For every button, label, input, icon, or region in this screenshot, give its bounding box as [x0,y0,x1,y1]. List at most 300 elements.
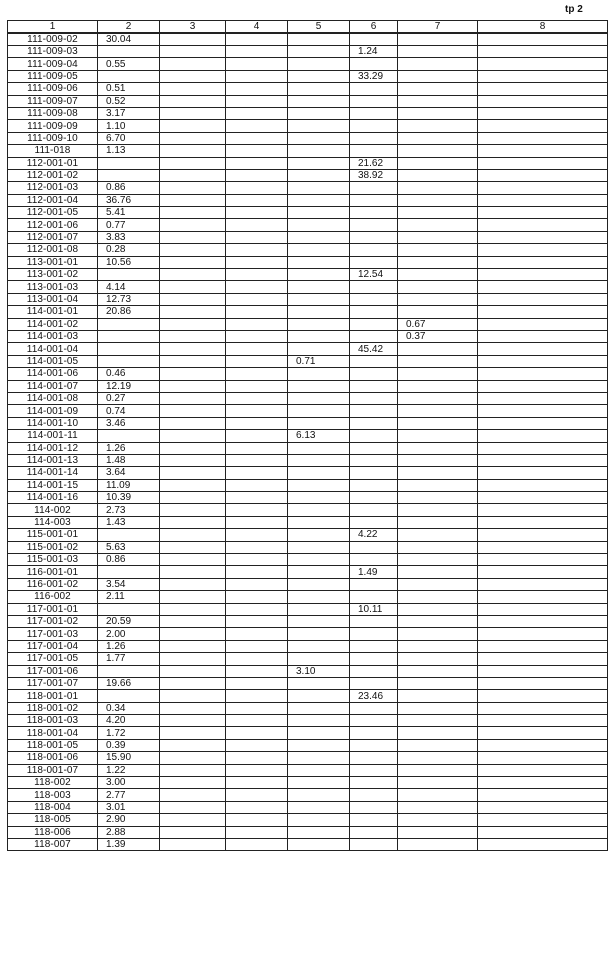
value-cell [288,120,350,132]
table-row [8,392,608,404]
value-cell: 0.34 [98,702,160,714]
value-cell [350,417,398,429]
value-cell [288,194,350,206]
value-cell [288,343,350,355]
value-cell [160,665,226,677]
value-cell [478,405,608,417]
table-row [8,182,608,194]
value-cell [398,83,478,95]
row-code-cell: 111-009-06 [8,83,98,95]
table-row [8,628,608,640]
value-cell: 3.17 [98,107,160,119]
row-code-cell: 112-001-08 [8,244,98,256]
value-cell [160,454,226,466]
value-cell [288,739,350,751]
value-cell [350,777,398,789]
value-cell [478,95,608,107]
value-cell [398,107,478,119]
value-cell: 1.43 [98,516,160,528]
value-cell: 1.13 [98,145,160,157]
value-cell [226,269,288,281]
value-cell [226,442,288,454]
value-cell [98,355,160,367]
value-cell [478,83,608,95]
row-code-cell: 114-001-10 [8,417,98,429]
value-cell [398,628,478,640]
value-cell [398,157,478,169]
value-cell: 33.29 [350,70,398,82]
value-cell [226,417,288,429]
value-cell [160,516,226,528]
value-cell [350,554,398,566]
value-cell [288,83,350,95]
value-cell: 2.90 [98,814,160,826]
value-cell [350,107,398,119]
value-cell [226,405,288,417]
value-cell [478,417,608,429]
column-header: 7 [398,21,478,34]
value-cell [350,839,398,851]
value-cell: 30.04 [98,33,160,46]
value-cell [288,578,350,590]
value-cell [350,752,398,764]
table-row [8,566,608,578]
value-cell [288,107,350,119]
table-row [8,83,608,95]
value-cell [398,343,478,355]
value-cell [288,715,350,727]
value-cell [350,727,398,739]
value-cell [478,554,608,566]
value-cell [226,727,288,739]
value-cell [398,702,478,714]
value-cell [398,194,478,206]
value-cell [160,727,226,739]
value-cell [478,157,608,169]
value-cell [350,368,398,380]
value-cell [288,244,350,256]
value-cell [398,169,478,181]
value-cell [160,256,226,268]
value-cell [398,467,478,479]
header-row [8,21,608,34]
value-cell [226,430,288,442]
table-row [8,430,608,442]
value-cell [160,566,226,578]
value-cell: 3.83 [98,231,160,243]
value-cell [478,120,608,132]
value-cell [226,169,288,181]
value-cell [160,615,226,627]
value-cell [160,318,226,330]
value-cell [350,801,398,813]
row-code-cell: 118-001-06 [8,752,98,764]
value-cell [478,702,608,714]
value-cell [398,430,478,442]
row-code-cell: 117-001-03 [8,628,98,640]
value-cell [288,33,350,46]
value-cell [398,826,478,838]
column-header: 5 [288,21,350,34]
value-cell [160,677,226,689]
value-cell [288,566,350,578]
value-cell [478,467,608,479]
value-cell [288,219,350,231]
value-cell [398,690,478,702]
table-row [8,95,608,107]
value-cell [226,777,288,789]
row-code-cell: 111-009-10 [8,132,98,144]
value-cell [398,293,478,305]
column-header: 2 [98,21,160,34]
value-cell [160,739,226,751]
value-cell [160,764,226,776]
value-cell [478,269,608,281]
value-cell [160,492,226,504]
table-row [8,690,608,702]
value-cell [98,269,160,281]
value-cell [160,814,226,826]
value-cell [288,764,350,776]
value-cell [160,120,226,132]
value-cell [478,764,608,776]
value-cell: 4.22 [350,529,398,541]
value-cell [98,169,160,181]
value-cell [226,591,288,603]
value-cell [288,70,350,82]
value-cell [160,702,226,714]
value-cell [288,269,350,281]
row-code-cell: 112-001-05 [8,207,98,219]
value-cell [478,653,608,665]
value-cell [160,132,226,144]
value-cell [350,826,398,838]
ledger-table [7,20,608,851]
value-cell [226,628,288,640]
value-cell [226,145,288,157]
row-code-cell: 115-001-01 [8,529,98,541]
value-cell [350,207,398,219]
value-cell [478,293,608,305]
row-code-cell: 117-001-04 [8,640,98,652]
value-cell [478,739,608,751]
value-cell [398,355,478,367]
value-cell [478,727,608,739]
value-cell [226,653,288,665]
row-code-cell: 112-001-04 [8,194,98,206]
value-cell [226,640,288,652]
table-row [8,405,608,417]
value-cell [160,554,226,566]
value-cell [160,330,226,342]
value-cell [478,442,608,454]
value-cell [160,107,226,119]
value-cell [288,541,350,553]
value-cell [160,578,226,590]
value-cell: 0.37 [398,330,478,342]
value-cell [478,566,608,578]
value-cell [350,504,398,516]
value-cell: 2.73 [98,504,160,516]
row-code-cell: 115-001-03 [8,554,98,566]
value-cell [478,541,608,553]
value-cell [478,107,608,119]
row-code-cell: 117-001-06 [8,665,98,677]
table-body [8,33,608,851]
row-code-cell: 112-001-03 [8,182,98,194]
row-code-cell: 112-001-01 [8,157,98,169]
table-row [8,442,608,454]
value-cell [350,653,398,665]
value-cell [160,628,226,640]
value-cell [160,269,226,281]
value-cell [288,95,350,107]
table-row [8,417,608,429]
value-cell [160,343,226,355]
value-cell: 20.86 [98,306,160,318]
value-cell [288,801,350,813]
value-cell [478,492,608,504]
row-code-cell: 113-001-01 [8,256,98,268]
table-row [8,58,608,70]
row-code-cell: 112-001-02 [8,169,98,181]
value-cell [288,368,350,380]
value-cell [226,814,288,826]
value-cell [288,554,350,566]
value-cell [226,516,288,528]
value-cell [398,442,478,454]
value-cell [226,182,288,194]
row-code-cell: 118-001-04 [8,727,98,739]
value-cell: 0.86 [98,182,160,194]
value-cell [398,777,478,789]
value-cell [288,157,350,169]
value-cell [226,467,288,479]
value-cell [350,95,398,107]
value-cell [398,839,478,851]
value-cell [398,454,478,466]
value-cell [226,157,288,169]
value-cell [478,70,608,82]
value-cell [226,752,288,764]
value-cell: 38.92 [350,169,398,181]
table-row [8,777,608,789]
value-cell [288,454,350,466]
value-cell [350,194,398,206]
value-cell [226,330,288,342]
value-cell [288,826,350,838]
value-cell [98,665,160,677]
value-cell [160,355,226,367]
row-code-cell: 111-009-02 [8,33,98,46]
value-cell [288,516,350,528]
value-cell [398,368,478,380]
value-cell [288,318,350,330]
page-label: tp 2 [565,4,583,15]
value-cell [288,504,350,516]
value-cell: 2.11 [98,591,160,603]
row-code-cell: 114-001-16 [8,492,98,504]
value-cell [160,752,226,764]
value-cell [160,281,226,293]
table-row [8,454,608,466]
value-cell: 3.54 [98,578,160,590]
value-cell [288,380,350,392]
value-cell [398,306,478,318]
row-code-cell: 111-009-07 [8,95,98,107]
row-code-cell: 116-002 [8,591,98,603]
value-cell [350,281,398,293]
value-cell [350,677,398,689]
row-code-cell: 114-003 [8,516,98,528]
value-cell: 1.24 [350,46,398,58]
value-cell [398,640,478,652]
value-cell [160,380,226,392]
table-row [8,120,608,132]
row-code-cell: 118-006 [8,826,98,838]
value-cell [398,95,478,107]
row-code-cell: 114-001-08 [8,392,98,404]
value-cell [398,132,478,144]
value-cell [478,454,608,466]
value-cell [98,343,160,355]
value-cell [350,492,398,504]
value-cell [226,492,288,504]
value-cell [288,442,350,454]
row-code-cell: 114-001-15 [8,479,98,491]
value-cell [350,355,398,367]
value-cell [398,665,478,677]
value-cell [398,615,478,627]
row-code-cell: 114-001-13 [8,454,98,466]
value-cell: 0.77 [98,219,160,231]
value-cell [98,330,160,342]
value-cell [160,789,226,801]
value-cell: 0.27 [98,392,160,404]
value-cell [288,330,350,342]
row-code-cell: 112-001-06 [8,219,98,231]
value-cell: 0.71 [288,355,350,367]
value-cell [478,194,608,206]
value-cell [398,479,478,491]
value-cell [226,107,288,119]
value-cell: 36.76 [98,194,160,206]
value-cell [478,430,608,442]
table-row [8,529,608,541]
column-header: 8 [478,21,608,34]
value-cell [478,355,608,367]
value-cell [226,83,288,95]
value-cell: 12.54 [350,269,398,281]
value-cell [226,293,288,305]
value-cell [226,120,288,132]
value-cell: 11.09 [98,479,160,491]
value-cell [288,727,350,739]
value-cell [478,628,608,640]
value-cell [350,182,398,194]
row-code-cell: 114-001-04 [8,343,98,355]
value-cell [478,516,608,528]
value-cell [350,306,398,318]
row-code-cell: 114-001-11 [8,430,98,442]
value-cell [226,95,288,107]
value-cell [226,479,288,491]
row-code-cell: 114-001-09 [8,405,98,417]
value-cell [160,405,226,417]
row-code-cell: 111-009-05 [8,70,98,82]
value-cell [226,46,288,58]
value-cell [288,405,350,417]
value-cell [398,58,478,70]
value-cell [350,764,398,776]
row-code-cell: 118-001-07 [8,764,98,776]
value-cell [160,33,226,46]
value-cell [398,405,478,417]
value-cell [288,814,350,826]
value-cell [288,182,350,194]
value-cell [226,690,288,702]
value-cell [226,715,288,727]
value-cell [288,640,350,652]
table-row [8,343,608,355]
value-cell: 3.00 [98,777,160,789]
table-row [8,169,608,181]
value-cell [478,504,608,516]
value-cell [350,33,398,46]
value-cell [478,380,608,392]
value-cell [288,417,350,429]
table-row [8,752,608,764]
value-cell [398,492,478,504]
value-cell [226,33,288,46]
value-cell: 1.26 [98,442,160,454]
value-cell: 15.90 [98,752,160,764]
value-cell [350,219,398,231]
table-row [8,814,608,826]
column-header: 6 [350,21,398,34]
table-row [8,269,608,281]
value-cell [98,529,160,541]
value-cell [478,839,608,851]
value-cell [350,256,398,268]
value-cell [350,467,398,479]
value-cell [350,318,398,330]
table-row [8,107,608,119]
value-cell [288,58,350,70]
value-cell: 0.67 [398,318,478,330]
value-cell [478,665,608,677]
value-cell [478,814,608,826]
row-code-cell: 118-007 [8,839,98,851]
value-cell: 2.77 [98,789,160,801]
value-cell [226,318,288,330]
table-row [8,207,608,219]
value-cell [226,764,288,776]
value-cell [226,343,288,355]
value-cell [478,256,608,268]
value-cell [478,145,608,157]
value-cell [478,330,608,342]
value-cell [98,46,160,58]
table-row [8,677,608,689]
value-cell [160,603,226,615]
value-cell: 3.10 [288,665,350,677]
value-cell [160,467,226,479]
value-cell [398,269,478,281]
value-cell [398,752,478,764]
value-cell [160,777,226,789]
table-row [8,541,608,553]
